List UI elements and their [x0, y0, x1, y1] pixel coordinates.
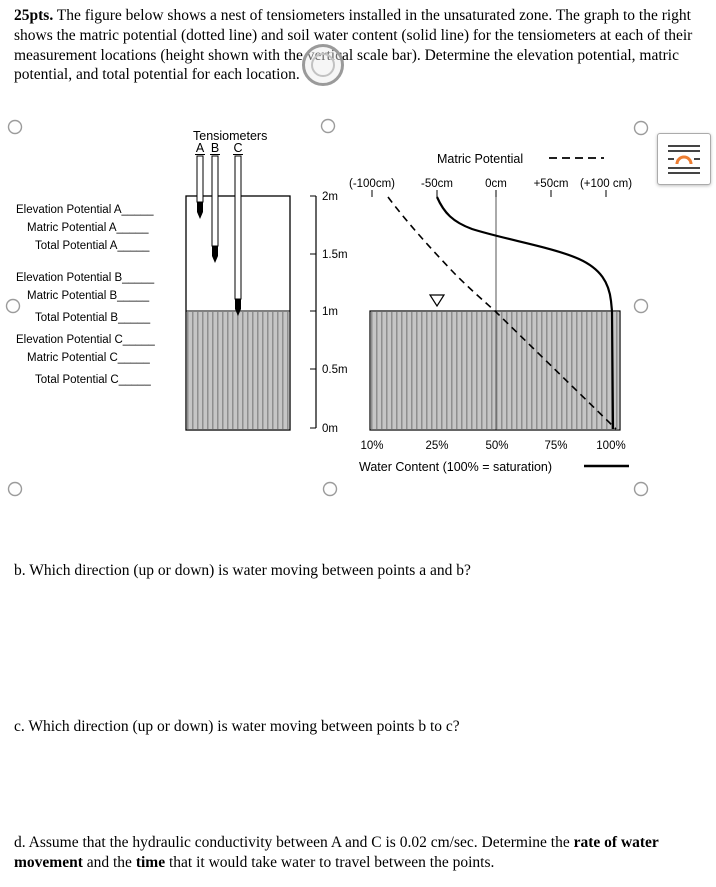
selection-handle-middle-right[interactable]	[635, 300, 648, 313]
layout-options-button[interactable]	[657, 133, 711, 185]
question-d-bold-rate: rate of water movement	[14, 834, 659, 871]
water-tick-75: 75%	[544, 440, 568, 452]
question-d-bold-time: time	[135, 853, 166, 871]
water-tick-50: 50%	[485, 440, 509, 452]
blank-elevation-c: Elevation Potential C_____	[16, 334, 155, 346]
intro-text: The figure below shows a nest of tensiometers installed in the unsaturated zone. The graph to the right shows the matric potential (dotted line) and soil water content (solid line) for the tensiometers at each of their measurement locations (height shown with the vertical scale bar). Determine the elevation potential, matric potential, and total potential for each location.	[14, 7, 693, 84]
selection-handle-bottom-center[interactable]	[324, 483, 337, 496]
tensiometer-a-cup	[197, 202, 203, 219]
water-content-axis-label: Water Content (100% = saturation)	[359, 460, 553, 474]
tensiometer-label-a: A	[195, 141, 205, 155]
water-table-symbol	[430, 295, 444, 306]
matric-potential-title: Matric Potential	[437, 152, 524, 166]
question-d-post: that it would take water to travel between the points.	[165, 853, 495, 871]
question-d-pre: d. Assume that the hydraulic conductivity between A and C is 0.02 cm/sec. Determine the	[14, 834, 574, 851]
question-b: b. Which direction (up or down) is water moving between points a and b?	[14, 562, 471, 579]
scale-label-1m: 1m	[322, 306, 338, 318]
blank-elevation-b: Elevation Potential B_____	[16, 272, 155, 284]
blank-total-b: Total Potential B_____	[35, 312, 151, 324]
question-c: c. Which direction (up or down) is water moving between points b to c?	[14, 718, 460, 735]
blank-total-a: Total Potential A_____	[35, 240, 150, 252]
selection-handle-middle-left[interactable]	[7, 300, 20, 313]
blank-total-c: Total Potential C_____	[35, 374, 151, 386]
water-tick-25: 25%	[425, 440, 449, 452]
matric-tick-pos100: (+100 cm)	[579, 178, 633, 190]
selection-handle-top-right[interactable]	[635, 122, 648, 135]
scale-label-0-5m: 0.5m	[322, 364, 348, 376]
blank-matric-b: Matric Potential B_____	[27, 290, 150, 302]
blank-matric-c: Matric Potential C_____	[27, 352, 150, 364]
points-label: 25pts.	[14, 7, 54, 24]
scale-label-1-5m: 1.5m	[322, 249, 348, 261]
tensiometers-title: Tensiometers	[193, 129, 268, 143]
matric-tick-0: 0cm	[485, 178, 507, 190]
tensiometer-b-tube	[212, 156, 218, 246]
question-d	[14, 833, 710, 873]
blank-matric-a: Matric Potential A_____	[27, 222, 149, 234]
tensiometer-c-tube	[235, 156, 241, 299]
matric-tick-neg50: -50cm	[421, 178, 453, 190]
magnifier-cursor-icon	[302, 44, 344, 86]
selection-handle-bottom-left[interactable]	[9, 483, 22, 496]
magnifier-inner-ring	[311, 53, 335, 77]
question-d-mid: and the	[82, 853, 136, 871]
selection-handle-top-left[interactable]	[9, 121, 22, 134]
graph-saturated-zone-border	[370, 311, 620, 430]
tensiometer-a-tube	[197, 156, 203, 202]
scale-label-2m: 2m	[322, 191, 338, 203]
layout-options-icon	[665, 140, 703, 178]
water-content-curve	[437, 197, 613, 429]
matric-potential-curve	[388, 197, 616, 429]
tensiometer-c-cup	[235, 299, 241, 316]
water-tick-10: 10%	[360, 440, 384, 452]
tensiometer-label-b: B	[210, 141, 220, 155]
blank-elevation-a: Elevation Potential A_____	[16, 204, 154, 216]
selection-handle-top-center[interactable]	[322, 120, 335, 133]
selection-handle-bottom-right[interactable]	[635, 483, 648, 496]
tensiometer-b-cup	[212, 246, 218, 263]
matric-tick-neg100: (-100cm)	[348, 178, 396, 190]
matric-tick-pos50: +50cm	[533, 178, 569, 190]
water-tick-100: 100%	[596, 440, 626, 452]
tensiometer-label-c: C	[233, 141, 243, 155]
scale-label-0m: 0m	[322, 423, 338, 435]
